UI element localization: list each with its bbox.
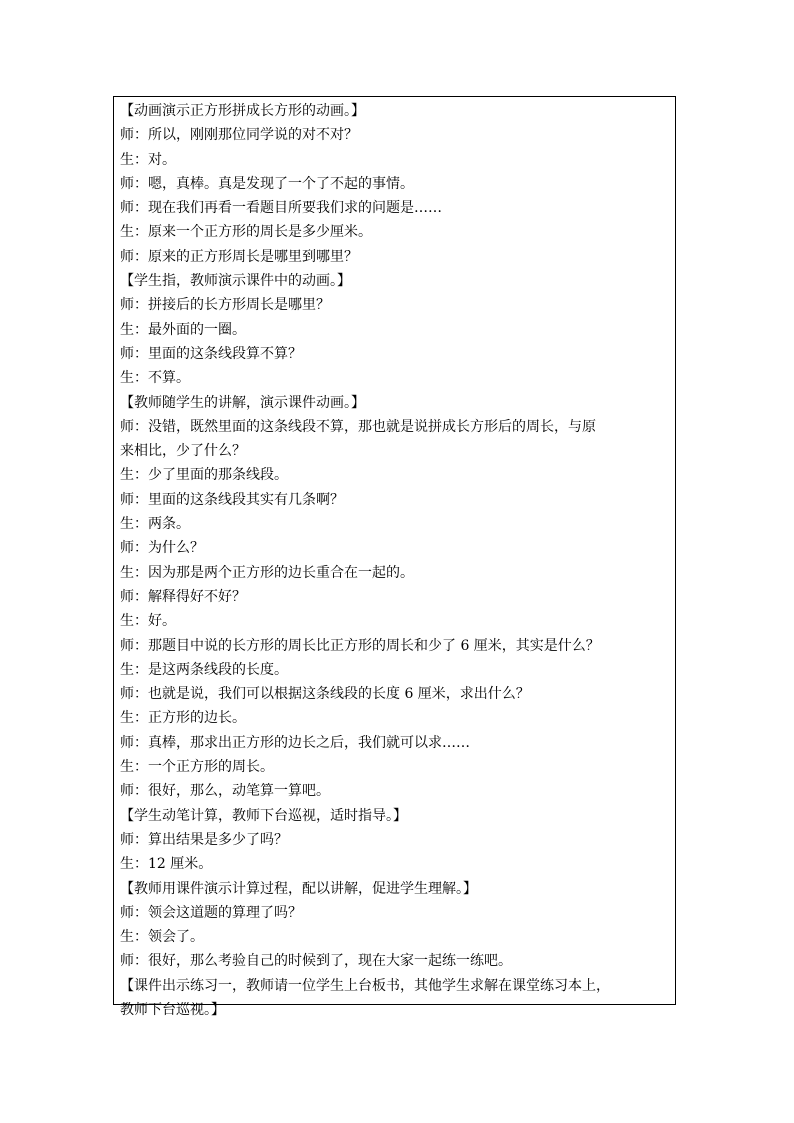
text-line: 师：那题目中说的长方形的周长比正方形的周长和少了 6 厘米，其实是什么？	[120, 637, 600, 654]
text-line: 师：领会这道题的算理了吗？	[120, 904, 302, 921]
text-line: 师：嗯，真棒。真是发现了一个了不起的事情。	[120, 175, 414, 192]
text-line: 生：领会了。	[120, 929, 204, 946]
text-line: 师：里面的这条线段算不算？	[120, 345, 302, 362]
text-line: 生：12 厘米。	[120, 856, 213, 873]
text-line: 师：很好，那么考验自己的时候到了，现在大家一起练一练吧。	[120, 953, 512, 970]
text-line: 【学生指，教师演示课件中的动画。】	[120, 273, 351, 290]
text-line: 师：里面的这条线段其实有几条啊？	[120, 491, 344, 508]
text-line: 生：最外面的一圈。	[120, 321, 246, 338]
text-line: 【教师用课件演示计算过程，配以讲解，促进学生理解。】	[120, 880, 477, 897]
text-line: 师：现在我们再看一看题目所要我们求的问题是……	[120, 200, 442, 217]
text-line: 师：为什么？	[120, 540, 204, 557]
text-line: 生：对。	[120, 151, 176, 168]
text-line: 生：一个正方形的周长。	[120, 759, 274, 776]
text-line: 师：很好，那么，动笔算一算吧。	[120, 783, 330, 800]
text-line: 生：少了里面的那条线段。	[120, 467, 288, 484]
text-line: 【学生动笔计算，教师下台巡视，适时指导。】	[120, 807, 407, 824]
text-line: 生：原来一个正方形的周长是多少厘米。	[120, 224, 372, 241]
text-line: 来相比，少了什么？	[120, 443, 246, 460]
text-line: 师：没错，既然里面的这条线段不算，那也就是说拼成长方形后的周长，与原	[120, 418, 596, 435]
text-line: 师：解释得好不好？	[120, 588, 246, 605]
text-line: 师：也就是说，我们可以根据这条线段的长度 6 厘米，求出什么？	[120, 686, 530, 703]
text-line: 【教师随学生的讲解，演示课件动画。】	[120, 394, 365, 411]
text-line: 生：不算。	[120, 370, 190, 387]
text-line: 生：因为那是两个正方形的边长重合在一起的。	[120, 564, 414, 581]
text-line: 【动画演示正方形拼成长方形的动画。】	[120, 103, 365, 119]
document-table-cell	[113, 96, 676, 1018]
text-line: 生：两条。	[120, 516, 190, 533]
text-line: 【课件出示练习一，教师请一位学生上台板书，其他学生求解在课堂练习本上，	[120, 977, 610, 994]
text-line: 生：是这两条线段的长度。	[120, 661, 288, 678]
text-line: 师：算出结果是多少了吗？	[120, 831, 288, 848]
text-line: 教师下台巡视。】	[120, 1001, 225, 1018]
text-line: 师：原来的正方形周长是哪里到哪里？	[120, 248, 358, 265]
text-line: 师：真棒，那求出正方形的边长之后，我们就可以求……	[120, 734, 470, 751]
text-line: 生：正方形的边长。	[120, 710, 246, 727]
text-line: 生：好。	[120, 613, 176, 630]
text-line: 师：拼接后的长方形周长是哪里？	[120, 297, 330, 314]
text-line: 师：所以，刚刚那位同学说的对不对？	[120, 127, 358, 144]
